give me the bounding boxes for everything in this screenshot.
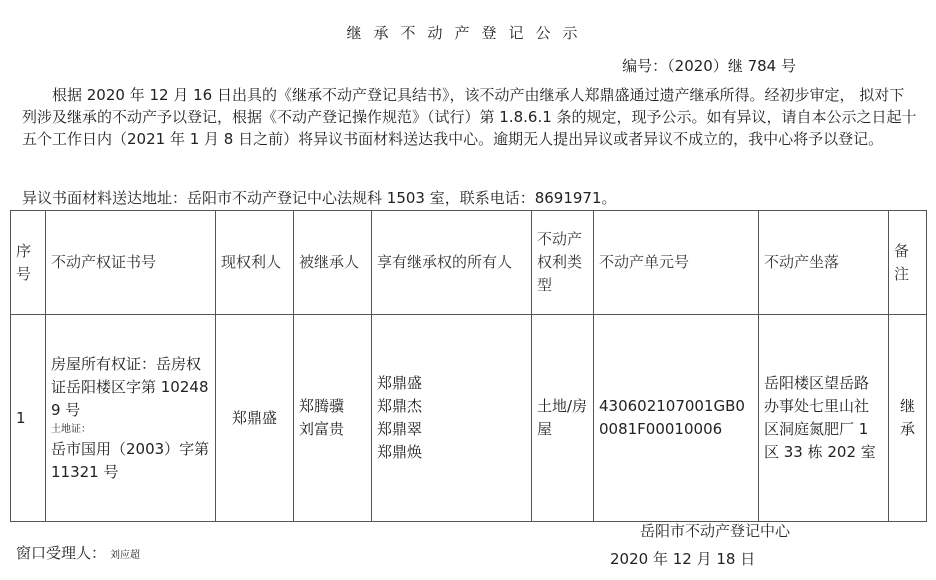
objection-address: 异议书面材料送达地址：岳阳市不动产登记中心法规科 1503 室，联系电话：8691971。 bbox=[22, 189, 617, 207]
heir-name: 郑鼎杰 bbox=[377, 397, 423, 415]
clerk-signature: 刘应超 bbox=[110, 550, 141, 561]
decedent-name: 郑腾骥 bbox=[299, 397, 345, 415]
heir-name: 郑鼎盛 bbox=[377, 374, 423, 392]
heir-name: 郑鼎翠 bbox=[377, 420, 423, 438]
cell-remark: 继承 bbox=[889, 315, 927, 522]
header-heirs: 享有继承权的所有人 bbox=[372, 211, 532, 315]
header-right-type: 不动产权利类型 bbox=[532, 211, 594, 315]
cert-house: 房屋所有权证：岳房权证岳阳楼区字第 102489 号 bbox=[51, 354, 209, 419]
clerk-line bbox=[16, 542, 140, 563]
issue-date: 2020 年 12 月 18 日 bbox=[610, 550, 756, 568]
cert-land-label: 土地证： bbox=[51, 423, 91, 435]
header-seq: 序号 bbox=[11, 211, 46, 315]
heir-name: 郑鼎焕 bbox=[377, 443, 423, 461]
cell-right-type: 土地/房屋 bbox=[532, 315, 594, 522]
issuing-organization: 岳阳市不动产登记中心 bbox=[640, 522, 791, 540]
cell-seq: 1 bbox=[11, 315, 46, 522]
cell-location: 岳阳楼区望岳路办事处七里山社区洞庭氮肥厂 1 区 33 栋 202 室 bbox=[759, 315, 889, 522]
registry-table bbox=[10, 210, 927, 522]
header-unit-no: 不动产单元号 bbox=[594, 211, 759, 315]
notice-number: 编号：（2020）继 784 号 bbox=[622, 57, 796, 75]
notice-body bbox=[22, 84, 917, 150]
cell-current-holder: 郑鼎盛 bbox=[216, 315, 294, 522]
cell-heirs bbox=[372, 315, 532, 522]
decedent-name: 刘富贵 bbox=[299, 420, 345, 438]
header-current-holder: 现权利人 bbox=[216, 211, 294, 315]
header-decedent: 被继承人 bbox=[294, 211, 372, 315]
notice-paragraph: 根据 2020 年 12 月 16 日出具的《继承不动产登记具结书》，该不动产由继承人郑鼎盛通过遗产继承所得。经初步审定， 拟对下列涉及继承的不动产予以登记，根据《不动产登记操作规范》（试行）第 1.8.6.1 条的规定，现予公示。如有异议，请自本公示之日起十五个工作日内（2021 年 1 月 8 日之前）将异议书面材料送达我中心。逾期无人提出异议或者异议不成立的，我中心将予以登记。 bbox=[22, 86, 917, 148]
table-row bbox=[11, 315, 927, 522]
clerk-label: 窗口受理人： bbox=[16, 544, 107, 562]
header-location: 不动产坐落 bbox=[759, 211, 889, 315]
notice-title: 继承不动产登记公示 bbox=[346, 24, 590, 42]
cell-cert-no bbox=[46, 315, 216, 522]
cert-land: 岳市国用（2003）字第 11321 号 bbox=[51, 439, 210, 481]
header-remark: 备注 bbox=[889, 211, 927, 315]
cell-decedent bbox=[294, 315, 372, 522]
cell-unit-no: 430602107001GB00081F00010006 bbox=[594, 315, 759, 522]
header-cert-no: 不动产权证书号 bbox=[46, 211, 216, 315]
table-header-row bbox=[11, 211, 927, 315]
